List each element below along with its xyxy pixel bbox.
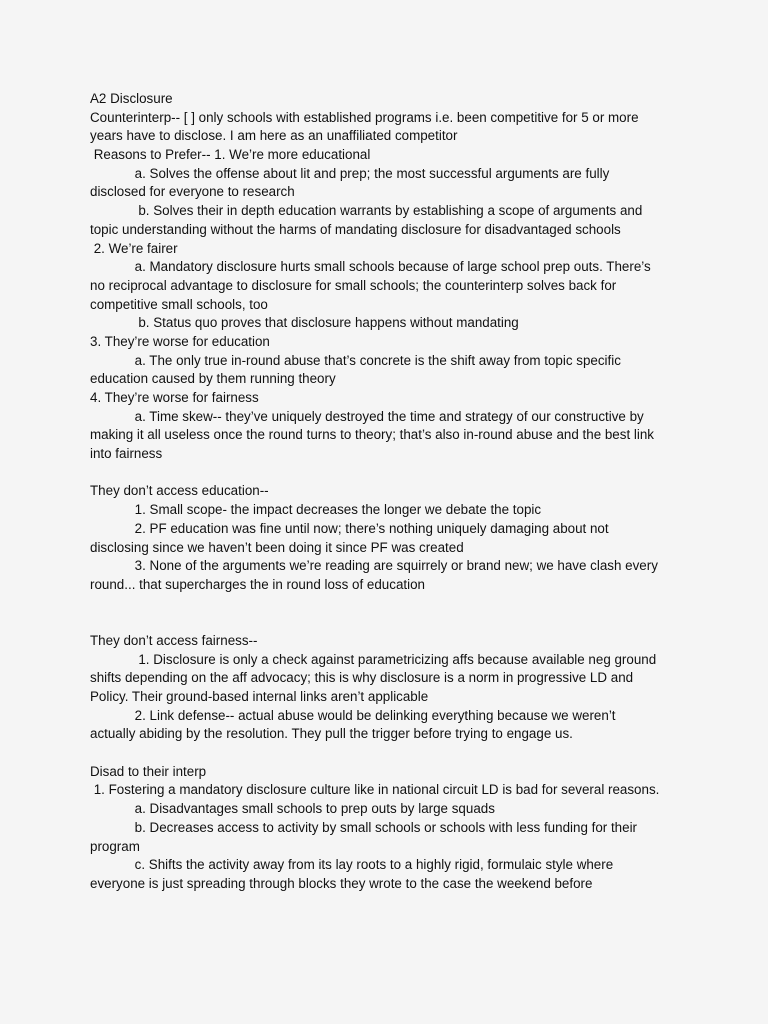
document-title: A2 Disclosure xyxy=(90,91,173,106)
text-line: competitive small schools, too xyxy=(90,296,268,312)
text-line: topic understanding without the harms of mandating disclosure for disadvantaged schools xyxy=(90,221,621,237)
text-line: actually abiding by the resolution. They pull the trigger before trying to engage us. xyxy=(90,726,573,742)
text-line: b. Solves their in depth education warrants by establishing a scope of arguments and xyxy=(90,203,643,219)
fairness-section xyxy=(90,632,708,744)
text-line: Reasons to Prefer-- 1. We’re more educational xyxy=(90,147,371,163)
section-heading: Disad to their interp xyxy=(90,763,207,779)
text-line: program xyxy=(90,838,140,854)
text-line: into fairness xyxy=(90,446,163,462)
text-line: Counterinterp-- [ ] only schools with established programs i.e. been competitive for 5 or more xyxy=(90,109,639,125)
section-heading: They don’t access fairness-- xyxy=(90,632,258,648)
text-line: disclosing since we haven’t been doing it since PF was created xyxy=(90,539,464,555)
text-line: disclosed for everyone to research xyxy=(90,184,295,200)
text-line: 1. Fostering a mandatory disclosure culture like in national circuit LD is bad for several reasons. xyxy=(90,782,660,798)
education-section xyxy=(90,482,708,594)
text-line: Policy. Their ground-based internal links aren’t applicable xyxy=(90,689,429,705)
text-line: a. The only true in-round abuse that’s concrete is the shift away from topic specific xyxy=(90,352,621,368)
text-line: b. Status quo proves that disclosure happens without mandating xyxy=(90,315,519,331)
text-line: 2. PF education was fine until now; there’s nothing uniquely damaging about not xyxy=(90,520,609,536)
text-line: a. Time skew-- they’ve uniquely destroyed the time and strategy of our constructive by xyxy=(90,408,644,424)
text-line: a. Disadvantages small schools to prep outs by large squads xyxy=(90,801,495,817)
text-line: no reciprocal advantage to disclosure for small schools; the counterinterp solves back for xyxy=(90,277,617,293)
section-heading: They don’t access education-- xyxy=(90,483,269,499)
text-line: a. Mandatory disclosure hurts small schools because of large school prep outs. There’s xyxy=(90,259,651,275)
text-line: 2. Link defense-- actual abuse would be delinking everything because we weren’t xyxy=(90,707,616,723)
text-line: making it all useless once the round turns to theory; that’s also in-round abuse and the best link xyxy=(90,427,654,443)
text-line: round... that supercharges the in round loss of education xyxy=(90,576,425,592)
text-line: 1. Disclosure is only a check against parametricizing affs because available neg ground xyxy=(90,651,657,667)
text-line: everyone is just spreading through blocks they wrote to the case the weekend before xyxy=(90,875,593,891)
text-line: 2. We’re fairer xyxy=(90,240,178,256)
text-line: 3. None of the arguments we’re reading are squirrely or brand new; we have clash every xyxy=(90,558,658,574)
disad-section xyxy=(90,763,708,894)
text-line: 4. They’re worse for fairness xyxy=(90,390,259,405)
counterinterp-section xyxy=(90,109,708,464)
text-line: 1. Small scope- the impact decreases the longer we debate the topic xyxy=(90,502,542,518)
text-line: c. Shifts the activity away from its lay roots to a highly rigid, formulaic style where xyxy=(90,857,614,873)
text-line: years have to disclose. I am here as an unaffiliated competitor xyxy=(90,128,458,144)
text-line: b. Decreases access to activity by small schools or schools with less funding for their xyxy=(90,819,638,835)
text-line: education caused by them running theory xyxy=(90,371,336,387)
text-line: a. Solves the offense about lit and prep; the most successful arguments are fully xyxy=(90,165,610,181)
text-line: 3. They’re worse for education xyxy=(90,333,270,349)
text-line: shifts depending on the aff advocacy; this is why disclosure is a norm in progressive LD and xyxy=(90,670,634,686)
